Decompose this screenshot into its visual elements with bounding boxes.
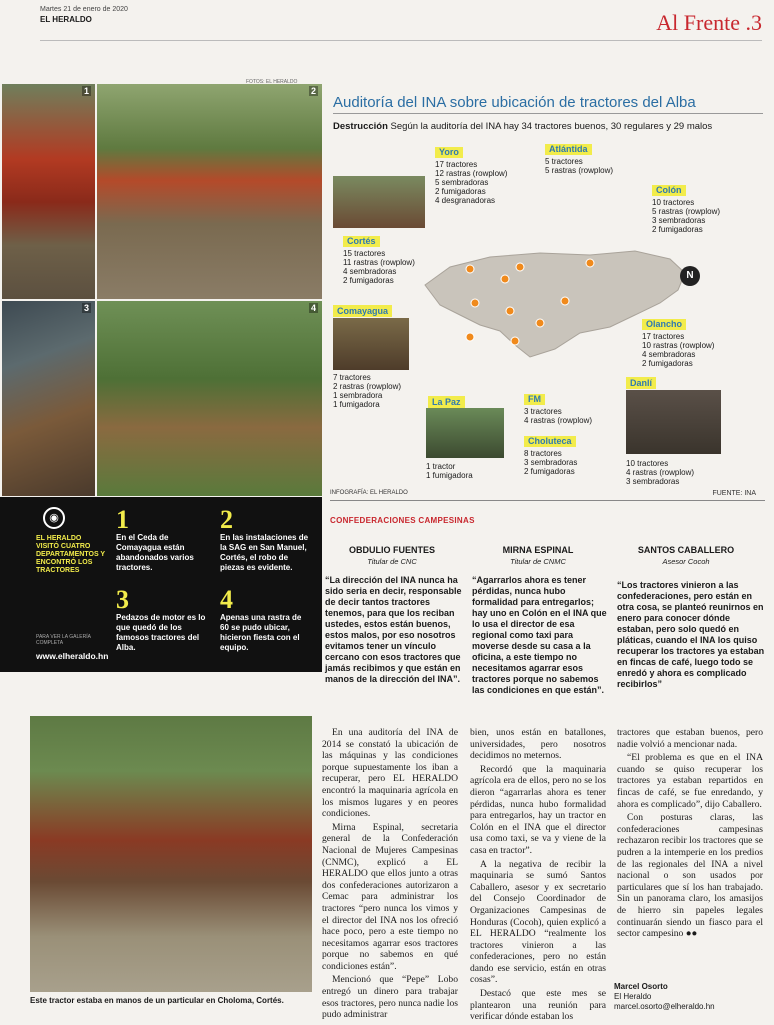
region-name-comayagua: Comayagua xyxy=(333,305,392,317)
body-column-1: En una auditoría del INA de 2014 se constató la ubicación de las máquinas y las condiciones porque supuestamente los iban a recuperar, pero EL HERALDO encontró la maquinaria agrícola en los mismos lugares y en peores condiciones. Mirna Espinal, secretaria general de la Confederación Nacional de Mujeres Campesinas (CNMC), explicó a EL HERALDO que ellos junto a otras dos confederaciones autorizaron a Cemac para administrar los tractores “pero nunca los vimos y el director del INA nos los ofreció hace poco, pero a este tiempo no necesitamos agarrar esos tractores porque no sabemos en qué condiciones están”. Mencionó que “Pepe” Lobo entregó un dinero para trabajar esos tractores, pero nunca nadie los pudo administrar xyxy=(322,727,458,1021)
photo-comayagua xyxy=(333,318,409,370)
photo-number: 1 xyxy=(83,86,89,96)
region-fm: FM 3 tractores 4 rastras (rowplow) xyxy=(524,394,593,425)
person-name-fuentes: OBDULIO FUENTES xyxy=(348,545,435,555)
person-name-espinal: MIRNA ESPINAL xyxy=(502,545,574,555)
infographic-credit: INFOGRAFÍA: EL HERALDO xyxy=(330,490,408,496)
body-column-2: bien, unos están en batallones, universidades, pero nosotros decidimos no meternos. Recordó que la maquinaria agrícola era de ellos, pero no se los dieron “agarrarlas ahora es tener pérdidas, nunca hubo formalidad para entregarlos, hay un tractor en Colón en el INA que el director usa como taxi, se va y viene de la casa en tractor”. A la negativa de recibir la maquinaria se sumó Santos Caballero, asesor y ex secretario del Consejo Coordinador de Organizaciones Campesinas de Honduras (Cocoh), quien explicó a EL HERALDO “realmente los tractores vinieron a las confederaciones, pero no están dando ese servicio, están en otras cosas”. Destacó que este mes se plantearon una reunión para verificar dónde estaban los xyxy=(470,727,606,1023)
gallery-number: 1 xyxy=(116,505,129,534)
newspaper-name: EL HERALDO xyxy=(40,15,92,24)
photo-4 xyxy=(97,301,322,496)
region-name: FM xyxy=(524,394,545,405)
photo-yoro xyxy=(333,176,425,228)
section-title: Al Frente .3 xyxy=(656,10,762,35)
photo-number: 4 xyxy=(310,303,316,313)
region-name: Atlántida xyxy=(545,144,592,155)
article-deck xyxy=(333,121,712,132)
header-rule xyxy=(40,40,762,41)
region-yoro: Yoro 17 tractores 12 rastras (rowplow) 5 sembradoras 2 fumigadoras 4 desgranadoras xyxy=(435,147,508,205)
author-email[interactable]: marcel.osorto@elheraldo.hn xyxy=(614,1002,715,1011)
region-cortes: Cortés 15 tractores 11 rastras (rowplow) 4 sembradoras 2 fumigadoras xyxy=(343,236,415,285)
camera-icon: ◉ xyxy=(43,507,65,529)
photo-caption: Este tractor estaba en manos de un particular en Choloma, Cortés. xyxy=(30,996,284,1005)
gallery-link[interactable]: www.elheraldo.hn xyxy=(36,651,109,661)
region-atlantida: Atlántida 5 tractores 5 rastras (rowplow) xyxy=(545,144,614,175)
region-olancho: Olancho 17 tractores 10 rastras (rowplow) 4 sembradoras 2 fumigadoras xyxy=(642,319,715,368)
person-role-espinal: Titular de CNMC xyxy=(510,557,566,566)
region-name-danli: Danlí xyxy=(626,377,656,389)
region-name: Olancho xyxy=(642,319,686,330)
author-name: Marcel Osorto xyxy=(614,982,668,991)
quote-espinal: “Agarrarlos ahora es tener pérdidas, nunca hubo formalidad para entregarlos; hay uno en Colón en el INA que lo usa el director de esa regional como taxi para moverse desde su casa a la oficina, a este tiempo no necesitamos agarrar esos tractores porque no sabemos las condiciones en que están”. xyxy=(472,575,607,695)
person-role-caballero: Asesor Cocoh xyxy=(662,557,710,566)
photo-danli xyxy=(626,390,721,454)
confederations-heading: CONFEDERACIONES CAMPESINAS xyxy=(330,516,475,525)
photo-number: 3 xyxy=(83,303,89,313)
gallery-number: 2 xyxy=(220,505,233,534)
region-name-lapaz: La Paz xyxy=(428,396,465,408)
gallery-text: Pedazos de motor es lo que quedó de los famosos tractores del Alba. xyxy=(116,613,206,652)
region-name: Yoro xyxy=(435,147,463,158)
quote-fuentes: “La dirección del INA nunca ha sido seria en decir, responsable de decir tantos tractores tenemos, para que los reciban ustedes, estos están buenos, estos malos, por eso nosotros evitamos tener un vínculo cercano con esos tractores que jamás recibimos y que están en manos de la dirección del INA”. xyxy=(325,575,462,684)
quote-caballero: “Los tractores vinieron a las confederaciones, pero están en otra cosa, se planteó reunirnos en enero para conocer dónde estaban, pero solo quedó en pláticas, cuando el INA los quiso recuperar los tractores ya estaban en fincas de café, luego todo se enredó y ahora es complicado recibirlos” xyxy=(617,580,765,689)
gallery-title: EL HERALDO VISITÓ CUATRO DEPARTAMENTOS Y ENCONTRÓ LOS TRACTORES xyxy=(36,535,105,574)
infographic-source: FUENTE: INA xyxy=(712,490,756,497)
gallery-text: Apenas una rastra de 60 se pudo ubicar, hicieron fiesta con el equipo. xyxy=(220,613,302,652)
title-rule xyxy=(333,113,763,114)
photo-3 xyxy=(2,301,95,496)
gallery-number: 4 xyxy=(220,585,233,614)
region-name: Choluteca xyxy=(524,436,576,447)
compass-north: N xyxy=(680,266,700,286)
photo-number: 2 xyxy=(310,86,316,96)
edition-date: Martes 21 de enero de 2020 xyxy=(40,6,128,13)
person-role-fuentes: Titular de CNC xyxy=(367,557,417,566)
deck-label: Destrucción xyxy=(333,121,388,132)
photo-lapaz xyxy=(426,408,504,458)
gallery-text: En las instalaciones de la SAG en San Manuel, Cortés, el robo de piezas es evidente. xyxy=(220,533,309,572)
gallery-note: PARA VER LA GALERÍA COMPLETA xyxy=(36,634,91,646)
region-danli-list: 10 tractores 4 rastras (rowplow) 3 sembradoras xyxy=(626,459,695,486)
person-name-caballero: SANTOS CABALLERO xyxy=(637,545,735,555)
article-title: Auditoría del INA sobre ubicación de tractores del Alba xyxy=(333,94,696,111)
gallery-number: 3 xyxy=(116,585,129,614)
region-name: Colón xyxy=(652,185,686,196)
region-colon: Colón 10 tractores 5 rastras (rowplow) 3 sembradoras 2 fumigadoras xyxy=(652,185,721,234)
gallery-box xyxy=(0,497,322,672)
section-rule xyxy=(330,500,765,501)
photo-credit: FOTOS: EL HERALDO xyxy=(246,79,298,85)
region-lapaz-list: 1 tractor 1 fumigadora xyxy=(426,462,473,480)
photo-tractor-choloma xyxy=(30,716,312,992)
author-paper: El Heraldo xyxy=(614,992,652,1001)
author-signature xyxy=(614,982,715,1012)
gallery-text: En el Ceda de Comayagua están abandonados varios tractores. xyxy=(116,533,194,572)
photo-1 xyxy=(2,84,95,299)
body-column-3: tractores que estaban buenos, pero nadie volvió a mencionar nada. “El problema es que en el INA cuando se quiso recuperar los tractores ya estaban repartidos en fincas de café, se fue enredando, y ahora es complicado”, dijo Caballero. Con posturas claras, las confederaciones campesinas rechazaron recibir los tractores que se pudren a la intemperie en los predios de las regionales del INA a nivel nacional o son usados por particulares que sí los han trabajado. Sin un panorama claro, los amasijos de hierro sin papeles legales continuarán siendo un fiasco para el sector campesino ●● xyxy=(617,727,763,940)
region-comayagua-list: 7 tractores 2 rastras (rowplow) 1 sembradora 1 fumigadora xyxy=(333,373,402,409)
photo-2 xyxy=(97,84,322,299)
deck-text: Según la auditoría del INA hay 34 tractores buenos, 30 regulares y 29 malos xyxy=(390,121,713,132)
region-name: Cortés xyxy=(343,236,380,247)
region-choluteca: Choluteca 8 tractores 3 sembradoras 2 fumigadoras xyxy=(524,436,578,476)
